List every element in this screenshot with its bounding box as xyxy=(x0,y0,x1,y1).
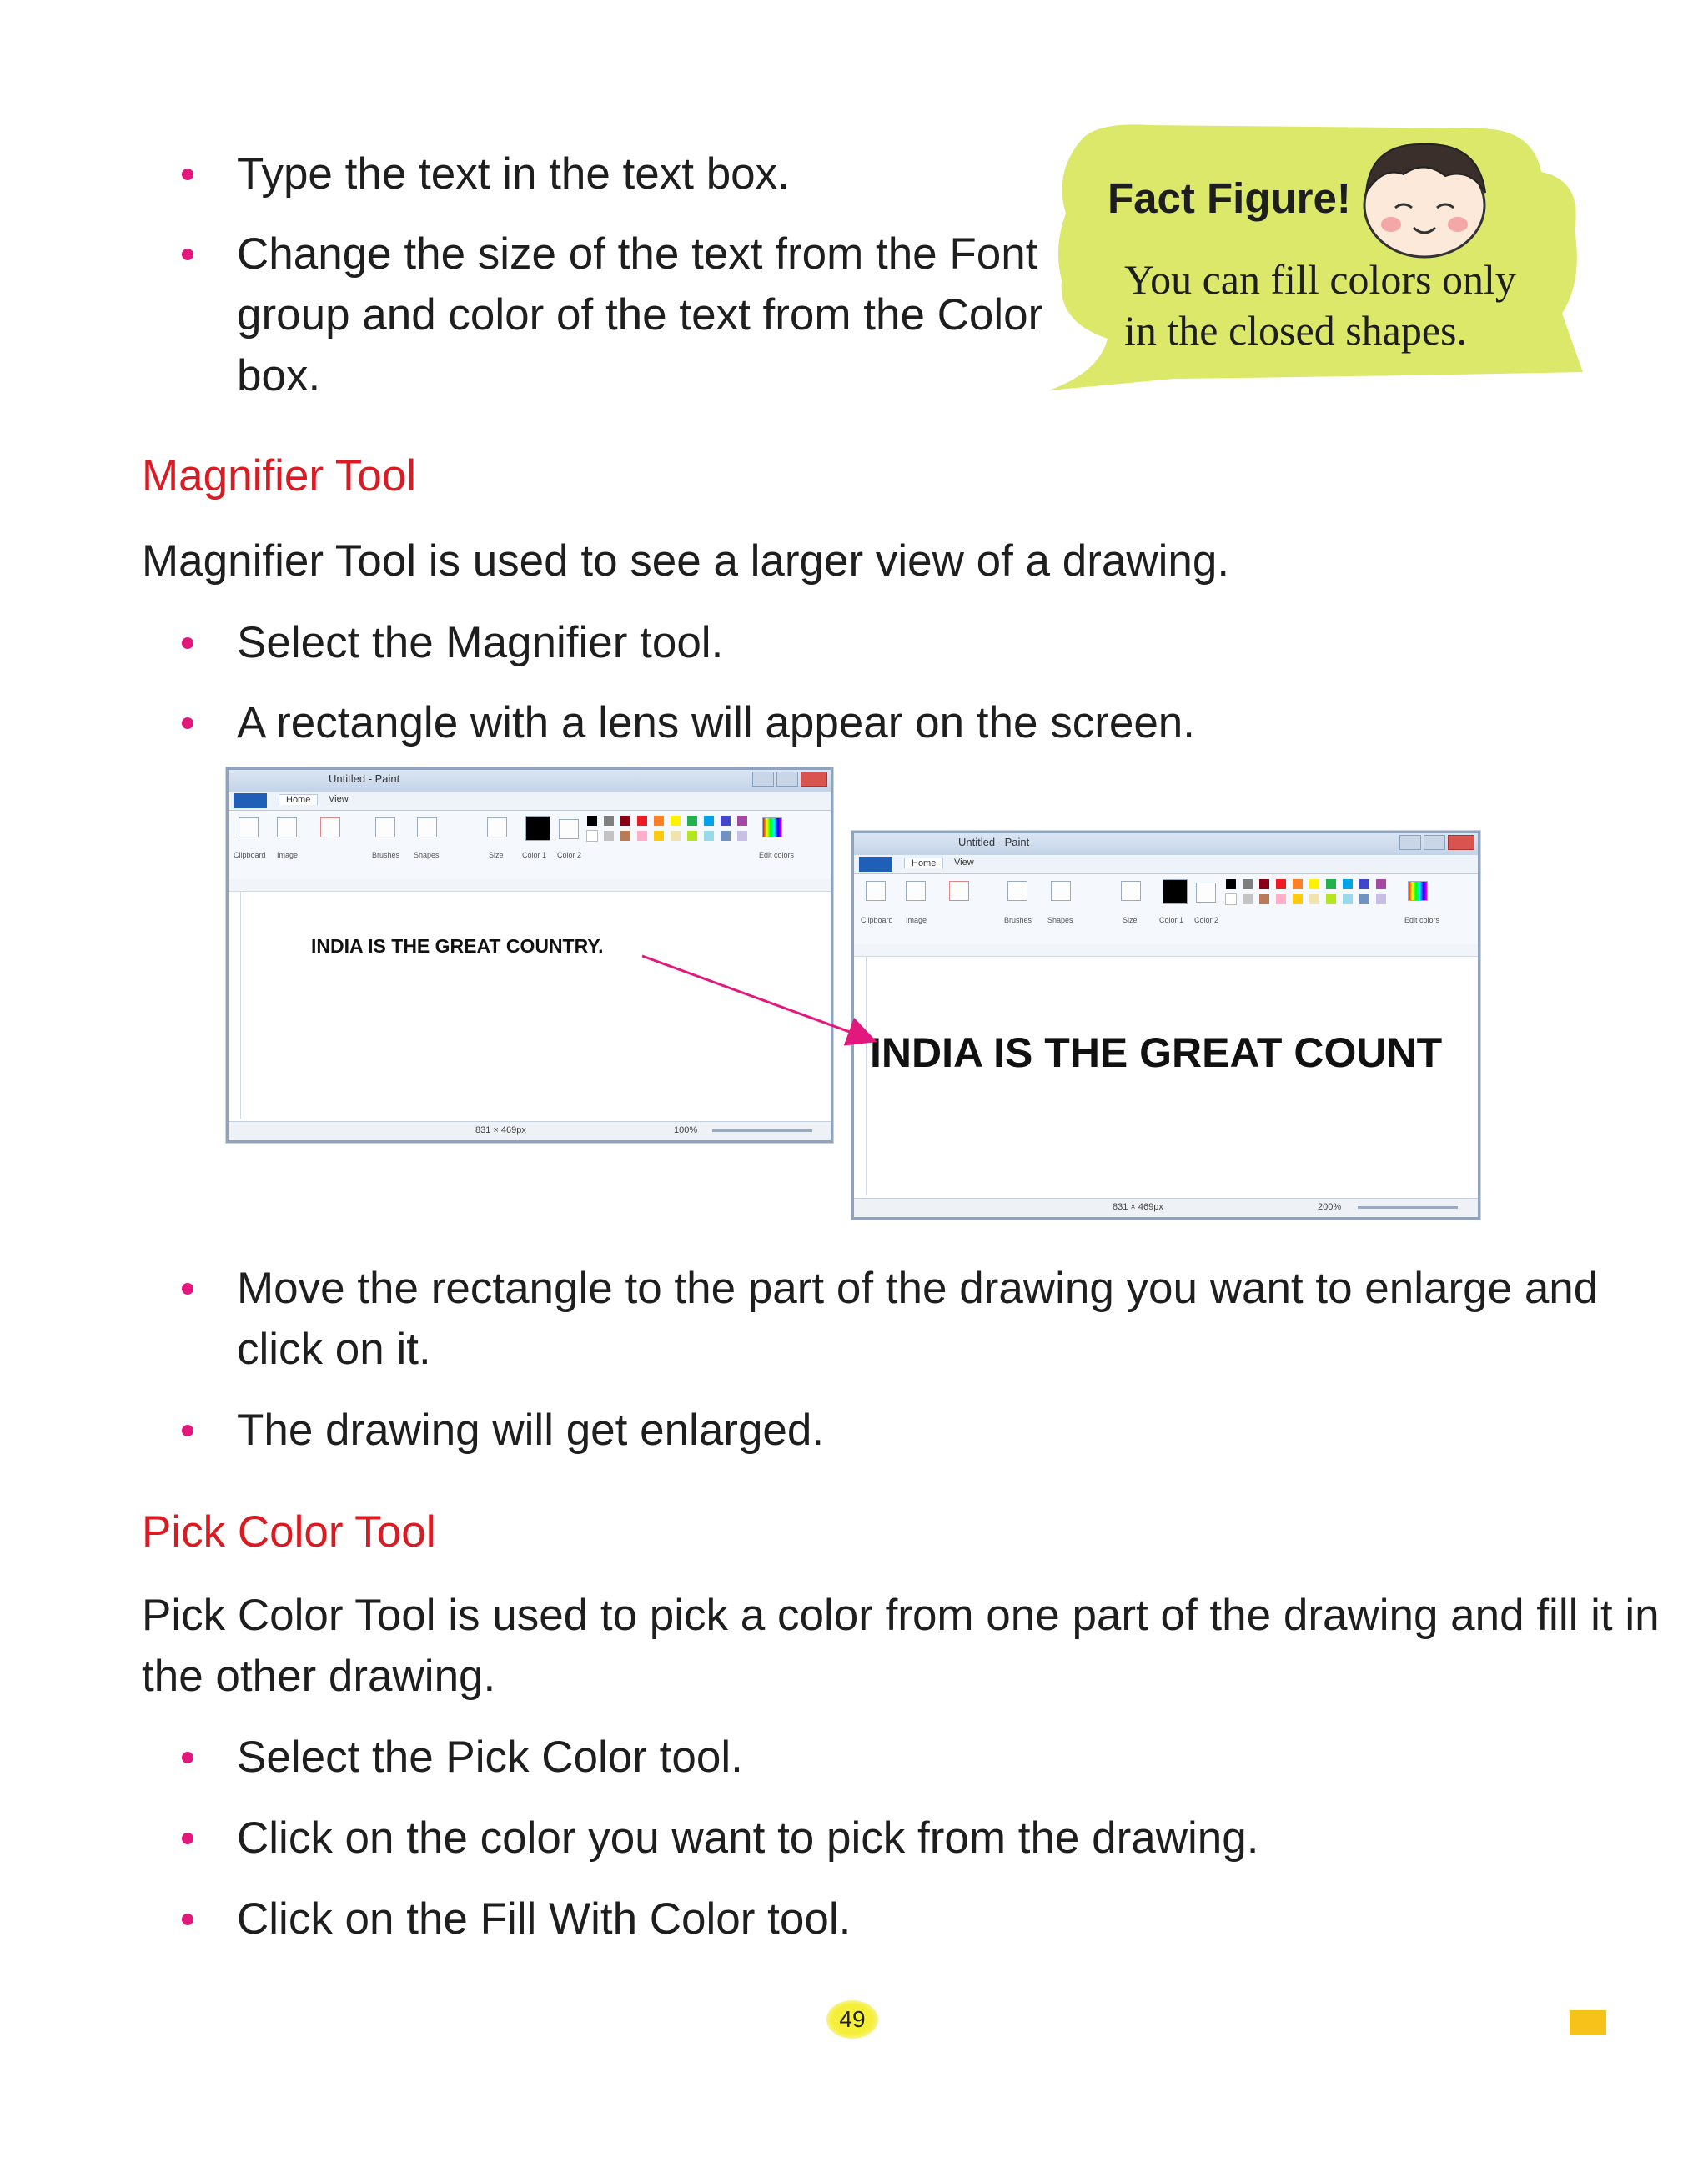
section-description-line: Pick Color Tool is used to pick a color from one part of the drawing and fill it in xyxy=(142,1591,1660,1640)
window-title: Untitled - Paint xyxy=(958,836,1030,848)
bullet-text: Click on the Fill With Color tool. xyxy=(237,1894,851,1944)
bullet-dot xyxy=(182,1833,193,1844)
ribbon-label: Size xyxy=(489,851,504,859)
bullet-text: Change the size of the text from the Font xyxy=(237,229,1038,279)
tab-view[interactable]: View xyxy=(329,794,349,804)
section-heading: Pick Color Tool xyxy=(142,1507,436,1557)
section-description-line: the other drawing. xyxy=(142,1652,496,1701)
fact-text-line: You can fill colors only xyxy=(1124,256,1516,303)
tab-home[interactable]: Home xyxy=(904,858,943,868)
bullet-text: Move the rectangle to the part of the drawing you want to enlarge and xyxy=(237,1264,1599,1313)
bullet-text: click on it. xyxy=(237,1325,431,1374)
bullet-text: Click on the color you want to pick from the drawing. xyxy=(237,1813,1259,1863)
fact-title: Fact Figure! xyxy=(1108,174,1351,222)
bullet-text: The drawing will get enlarged. xyxy=(237,1406,825,1455)
bullet-text: Select the Pick Color tool. xyxy=(237,1733,743,1782)
ribbon-label: Color 2 xyxy=(557,851,582,859)
ribbon-label: Color 2 xyxy=(1194,916,1219,924)
status-size: 831 × 469px xyxy=(1113,1202,1163,1212)
bullet-dot xyxy=(182,1283,193,1295)
ribbon-label: Image xyxy=(277,851,299,859)
zoom-level: 100% xyxy=(674,1125,698,1135)
ribbon-label: Clipboard xyxy=(234,851,266,859)
status-size: 831 × 469px xyxy=(475,1125,526,1135)
bullet-text: A rectangle with a lens will appear on the screen. xyxy=(237,698,1195,747)
section-description: Magnifier Tool is used to see a larger view of a drawing. xyxy=(142,536,1230,586)
bullet-dot xyxy=(182,1425,193,1436)
bullet-dot xyxy=(182,1752,193,1763)
window-title: Untitled - Paint xyxy=(329,772,400,785)
canvas-text-enlarged: INDIA IS THE GREAT COUNT xyxy=(870,1029,1443,1076)
tab-view[interactable]: View xyxy=(954,858,974,868)
canvas-text: INDIA IS THE GREAT COUNTRY. xyxy=(311,935,604,957)
ribbon-label: Image xyxy=(906,916,927,924)
ribbon-label: Brushes xyxy=(372,851,400,859)
ribbon-label: Color 1 xyxy=(1159,916,1184,924)
ribbon-label: Color 1 xyxy=(522,851,547,859)
bullet-dot xyxy=(182,1914,193,1925)
bullet-text: Select the Magnifier tool. xyxy=(237,618,724,667)
ribbon-label: Brushes xyxy=(1004,916,1032,924)
section-heading: Magnifier Tool xyxy=(142,451,416,500)
tab-home[interactable]: Home xyxy=(279,794,318,805)
corner-mark xyxy=(1570,2010,1606,2035)
bullet-text: group and color of the text from the Color xyxy=(237,290,1043,340)
fact-text-line: in the closed shapes. xyxy=(1124,307,1468,354)
ribbon-label: Shapes xyxy=(1047,916,1073,924)
ribbon-label: Edit colors xyxy=(1404,916,1440,924)
zoom-level: 200% xyxy=(1318,1202,1342,1212)
bullet-text: box. xyxy=(237,351,321,400)
bullet-text: Type the text in the text box. xyxy=(237,149,790,199)
ribbon-label: Edit colors xyxy=(759,851,795,859)
ribbon-label: Shapes xyxy=(414,851,440,859)
page-number: 49 xyxy=(826,2000,878,2039)
ribbon-label: Size xyxy=(1123,916,1138,924)
ribbon-label: Clipboard xyxy=(861,916,893,924)
